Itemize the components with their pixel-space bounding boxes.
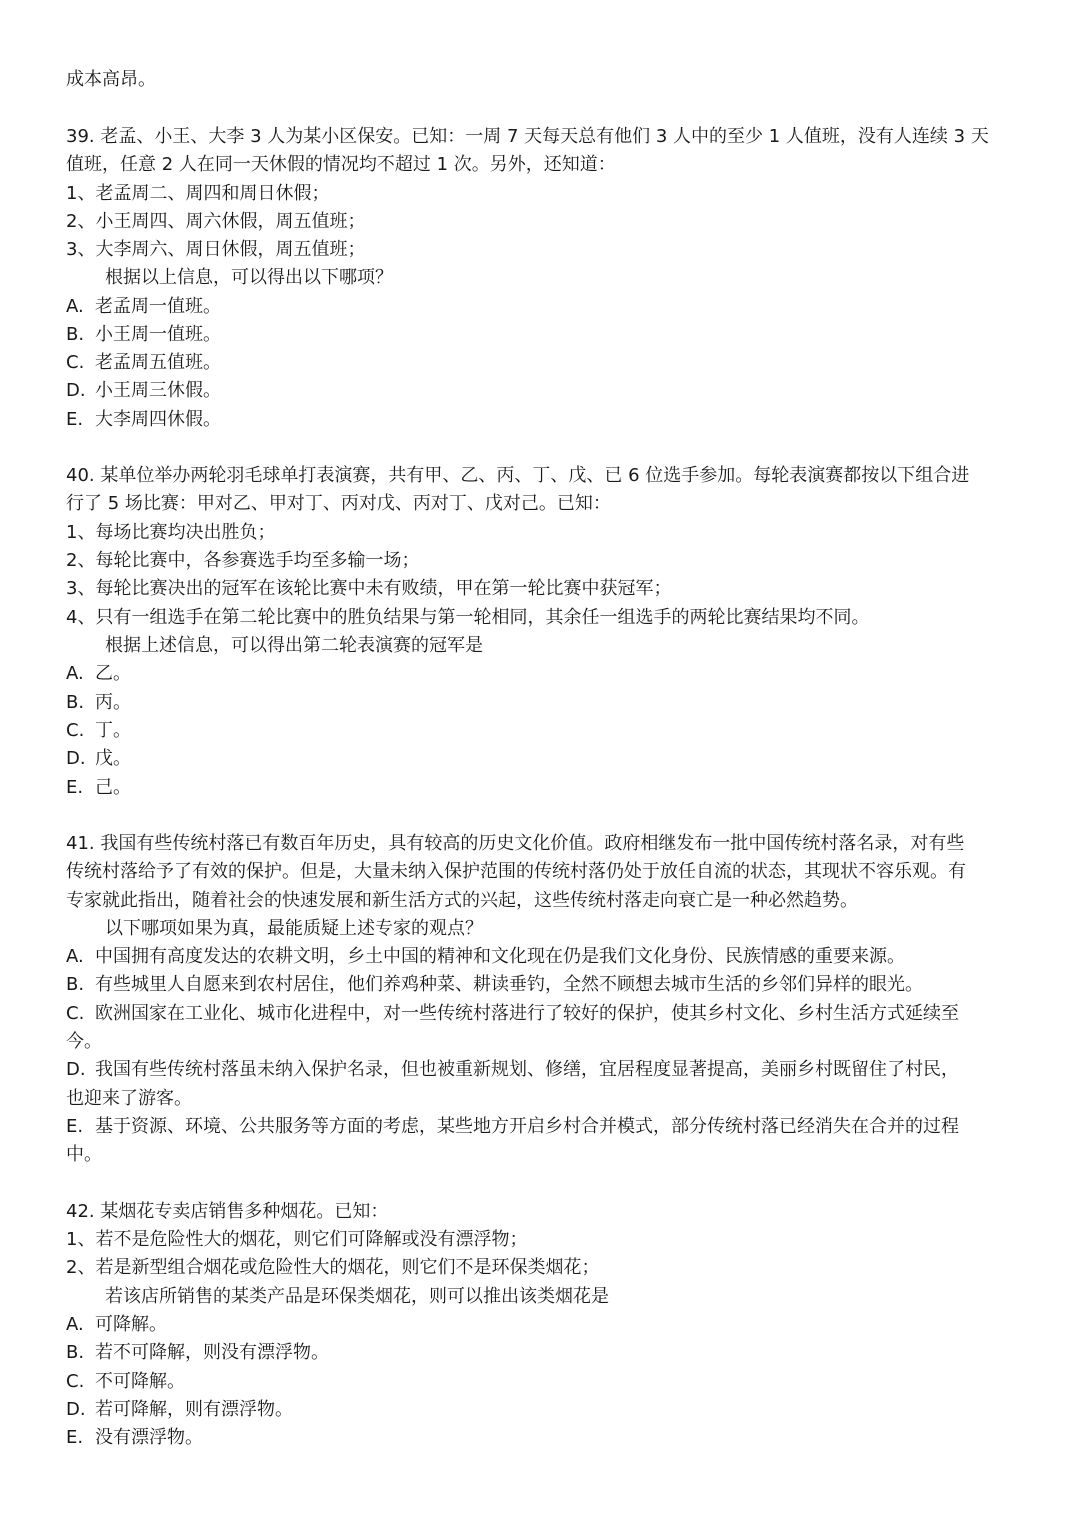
- q40-condition-4: 4、只有一组选手在第二轮比赛中的胜负结果与第一轮相同，其余任一组选手的两轮比赛结果均不同。: [66, 607, 870, 628]
- q41-option-e[interactable]: [66, 1113, 1018, 1141]
- option-text: 若不可降解，则没有漂浮物。: [95, 1342, 329, 1363]
- q42-question: 若该店所销售的某类产品是环保类烟花，则可以推出该类烟花是: [105, 1286, 609, 1307]
- q40-stem-line-2: 行了 5 场比赛：甲对乙、甲对丁、丙对戊、丙对丁、戊对己。已知：: [66, 493, 611, 514]
- option-letter: D.: [66, 748, 86, 769]
- q39-option-d[interactable]: [66, 377, 1018, 405]
- option-text: 我国有些传统村落虽未纳入保护名录，但也被重新规划、修缮，宜居程度显著提高，美丽乡村既留住了村民，: [95, 1059, 959, 1080]
- previous-question-tail: 成本高昂。: [66, 69, 156, 90]
- q42-option-b[interactable]: [66, 1339, 1018, 1367]
- q41-option-a[interactable]: [66, 943, 1018, 971]
- option-letter: B.: [66, 324, 85, 345]
- option-letter: B.: [66, 1342, 85, 1363]
- q39-question: 根据以上信息，可以得出以下哪项？: [105, 267, 393, 288]
- option-letter: E.: [66, 1116, 84, 1137]
- q41-option-b[interactable]: [66, 971, 1018, 999]
- q42-stem-line-1: 42. 某烟花专卖店销售多种烟花。已知：: [66, 1201, 389, 1222]
- q41-option-d-continuation: 也迎来了游客。: [66, 1088, 192, 1109]
- option-text: 大李周四休假。: [95, 409, 221, 430]
- option-letter: A.: [66, 663, 84, 684]
- option-letter: C.: [66, 1371, 85, 1392]
- q42-condition-1: 1、若不是危险性大的烟花，则它们可降解或没有漂浮物；: [66, 1229, 528, 1250]
- q40-option-c[interactable]: [66, 717, 1018, 745]
- q42-option-a[interactable]: [66, 1311, 1018, 1339]
- option-letter: D.: [66, 1059, 86, 1080]
- option-letter: A.: [66, 946, 84, 967]
- option-text: 老孟周五值班。: [95, 352, 221, 373]
- option-text: 小王周三休假。: [95, 380, 221, 401]
- q41-stem-line-2: 传统村落给予了有效的保护。但是，大量未纳入保护范围的传统村落仍处于放任自流的状态，其现状不容乐观。有: [66, 861, 966, 882]
- q41-option-d[interactable]: [66, 1056, 1018, 1084]
- q39-condition-2: 2、小王周四、周六休假，周五值班；: [66, 211, 366, 232]
- q40-option-e[interactable]: [66, 774, 1018, 802]
- option-letter: A.: [66, 1314, 84, 1335]
- option-letter: D.: [66, 380, 86, 401]
- q41-stem-line-3: 专家就此指出，随着社会的快速发展和新生活方式的兴起，这些传统村落走向衰亡是一种必然趋势。: [66, 890, 858, 911]
- option-letter: D.: [66, 1399, 86, 1420]
- q39-option-b[interactable]: [66, 321, 1018, 349]
- q41-option-e-continuation: 中。: [66, 1144, 102, 1165]
- q41-stem-line-1: 41. 我国有些传统村落已有数百年历史，具有较高的历史文化价值。政府相继发布一批中国传统村落名录，对有些: [66, 833, 965, 854]
- q42-option-c[interactable]: [66, 1368, 1018, 1396]
- option-letter: E.: [66, 1427, 84, 1448]
- q42-option-e[interactable]: [66, 1424, 1018, 1452]
- option-letter: C.: [66, 720, 85, 741]
- q41-option-c[interactable]: [66, 1000, 1018, 1028]
- option-text: 若可降解，则有漂浮物。: [95, 1399, 293, 1420]
- option-text: 没有漂浮物。: [95, 1427, 203, 1448]
- option-text: 戊。: [95, 748, 131, 769]
- option-text: 不可降解。: [95, 1371, 185, 1392]
- option-letter: E.: [66, 409, 84, 430]
- option-text: 中国拥有高度发达的农耕文明，乡土中国的精神和文化现在仍是我们文化身份、民族情感的重要来源。: [95, 946, 905, 967]
- q40-option-d[interactable]: [66, 745, 1018, 773]
- option-letter: A.: [66, 296, 84, 317]
- option-letter: B.: [66, 974, 85, 995]
- option-letter: E.: [66, 777, 84, 798]
- q40-stem-line-1: 40. 某单位举办两轮羽毛球单打表演赛，共有甲、乙、丙、丁、戊、已 6 位选手参加。每轮表演赛都按以下组合进: [66, 465, 970, 486]
- q39-condition-1: 1、老孟周二、周四和周日休假；: [66, 183, 330, 204]
- q40-condition-1: 1、每场比赛均决出胜负；: [66, 522, 276, 543]
- option-text: 欧洲国家在工业化、城市化进程中，对一些传统村落进行了较好的保护，使其乡村文化、乡村生活方式延续至: [95, 1003, 959, 1024]
- q40-condition-3: 3、每轮比赛决出的冠军在该轮比赛中未有败绩，甲在第一轮比赛中获冠军；: [66, 578, 672, 599]
- option-text: 有些城里人自愿来到农村居住，他们养鸡种菜、耕读垂钓，全然不顾想去城市生活的乡邻们异样的眼光。: [95, 974, 923, 995]
- option-text: 老孟周一值班。: [95, 296, 221, 317]
- q39-stem-line-2: 值班，任意 2 人在同一天休假的情况均不超过 1 次。另外，还知道：: [66, 154, 616, 175]
- q39-stem-line-1: 39. 老孟、小王、大李 3 人为某小区保安。已知：一周 7 天每天总有他们 3 人中的至少 1 人值班，没有人连续 3 天: [66, 126, 989, 147]
- option-letter: C.: [66, 352, 85, 373]
- option-text: 丙。: [95, 692, 131, 713]
- q39-option-a[interactable]: [66, 293, 1018, 321]
- q40-condition-2: 2、每轮比赛中，各参赛选手均至多输一场；: [66, 550, 420, 571]
- q39-condition-3: 3、大李周六、周日休假，周五值班；: [66, 239, 366, 260]
- option-letter: B.: [66, 692, 85, 713]
- option-text: 丁。: [95, 720, 131, 741]
- q40-question: 根据上述信息，可以得出第二轮表演赛的冠军是: [105, 635, 483, 656]
- option-text: 己。: [95, 777, 131, 798]
- option-letter: C.: [66, 1003, 85, 1024]
- option-text: 基于资源、环境、公共服务等方面的考虑，某些地方开启乡村合并模式，部分传统村落已经消失在合并的过程: [95, 1116, 959, 1137]
- option-text: 可降解。: [95, 1314, 167, 1335]
- option-text: 乙。: [95, 663, 131, 684]
- q40-option-a[interactable]: [66, 660, 1018, 688]
- q40-option-b[interactable]: [66, 689, 1018, 717]
- option-text: 小王周一值班。: [95, 324, 221, 345]
- q39-option-e[interactable]: [66, 406, 1018, 434]
- q42-option-d[interactable]: [66, 1396, 1018, 1424]
- q42-condition-2: 2、若是新型组合烟花或危险性大的烟花，则它们不是环保类烟花；: [66, 1257, 600, 1278]
- q41-option-c-continuation: 今。: [66, 1031, 102, 1052]
- q39-option-c[interactable]: [66, 349, 1018, 377]
- q41-question: 以下哪项如果为真，最能质疑上述专家的观点？: [105, 918, 483, 939]
